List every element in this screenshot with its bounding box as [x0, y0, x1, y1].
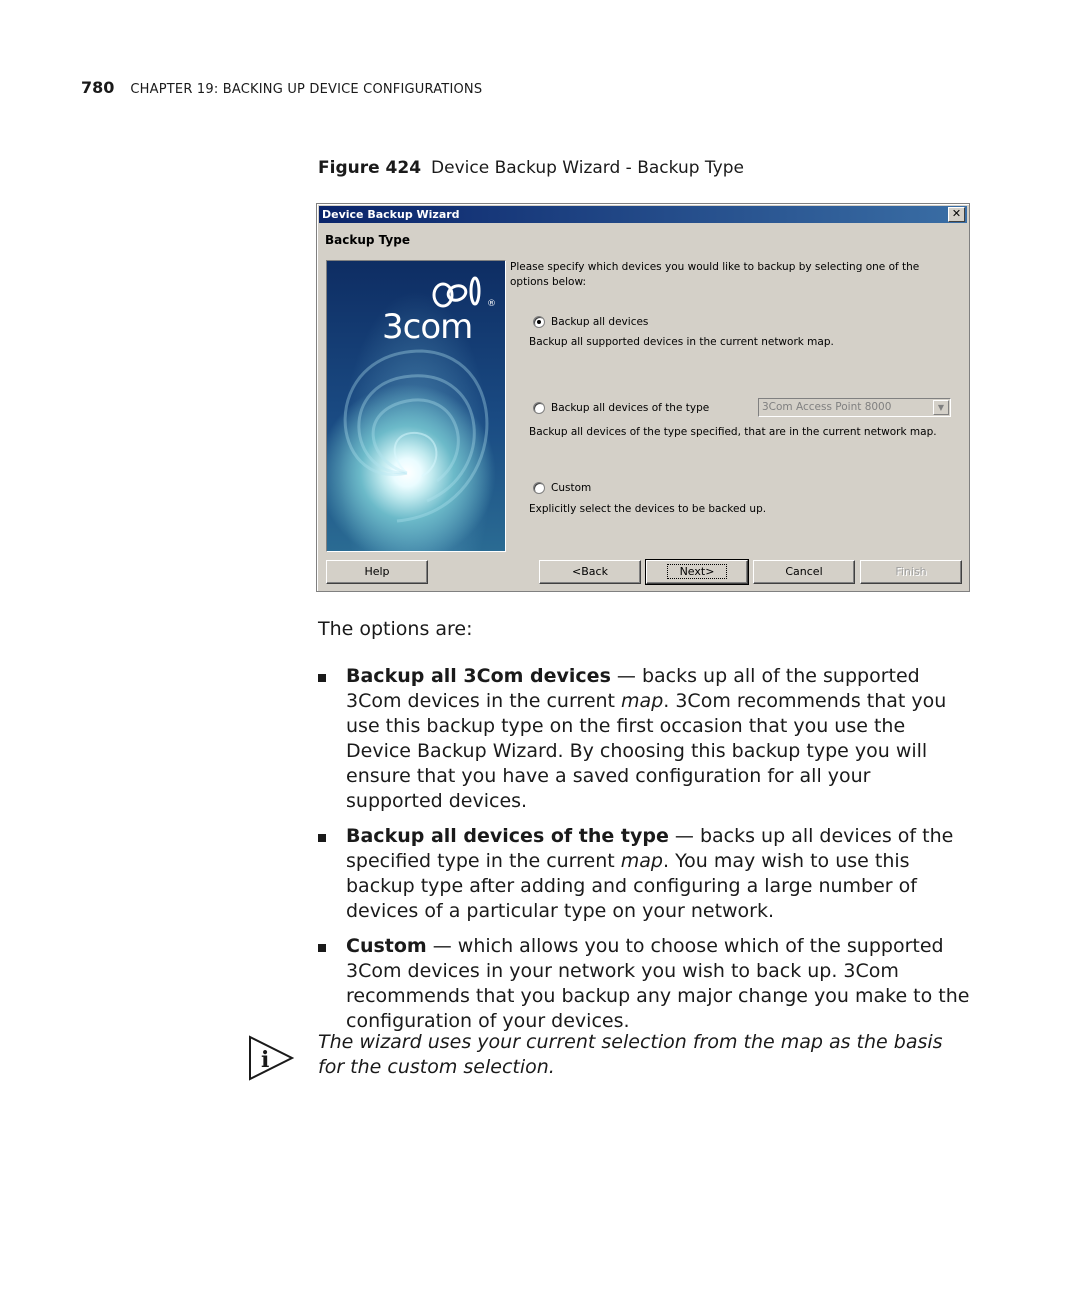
next-button[interactable]	[646, 560, 748, 584]
registered-mark: ®	[487, 299, 496, 309]
option-backup-all-devices-of-type[interactable]	[533, 402, 709, 414]
next-button-label: Next>	[667, 564, 728, 579]
radio-custom[interactable]	[533, 482, 545, 494]
option-label: Custom	[551, 482, 592, 494]
page-header	[81, 78, 482, 97]
bullet-text: — backs up all devices of the specified type in the current	[346, 825, 954, 872]
bullet-text: — backs up all of the supported 3Com devices in the current	[346, 665, 920, 712]
bullet-text: . 3Com recommends that you use this backup type on the first occasion that you use the Device Backup Wizard. By choosing this backup type you will ensure that you have a saved configuration for all your supported devices.	[346, 690, 947, 812]
option-description: Backup all devices of the type specified, that are in the current network map.	[529, 426, 937, 438]
list-item	[318, 824, 970, 924]
wizard-intro-text: Please specify which devices you would like to backup by selecting one of the options below:	[510, 261, 920, 288]
bullet-text: . You may wish to use this backup type after adding and configuring a large number of devices of a particular type on your network.	[346, 850, 917, 922]
bullet-emphasis: map	[621, 690, 664, 712]
page-number: 780	[81, 78, 115, 97]
note-text: The wizard uses your current selection from the map as the basis for the custom selection.	[318, 1031, 943, 1078]
option-description: Backup all supported devices in the current network map.	[529, 336, 834, 348]
dialog-title: Device Backup Wizard	[322, 208, 460, 221]
option-label: Backup all devices	[551, 316, 649, 328]
back-button[interactable]: <Back	[539, 560, 641, 584]
option-backup-all-devices[interactable]	[533, 316, 648, 328]
close-icon[interactable]: ✕	[948, 207, 965, 222]
help-button[interactable]: Help	[326, 560, 428, 584]
info-letter: i	[261, 1047, 270, 1073]
chevron-down-icon[interactable]: ▼	[933, 400, 949, 415]
options-list	[318, 664, 970, 1044]
radio-backup-all-devices[interactable]	[533, 316, 545, 328]
device-type-select[interactable]	[758, 398, 951, 417]
chapter-title: CHAPTER 19: BACKING UP DEVICE CONFIGURATIONS	[130, 82, 483, 97]
radio-backup-by-type[interactable]	[533, 402, 545, 414]
bullet-term: Custom	[346, 935, 427, 957]
option-label: Backup all devices of the type	[551, 402, 710, 414]
options-intro: The options are:	[318, 618, 473, 640]
bullet-emphasis: map	[620, 850, 663, 872]
figure-caption	[318, 158, 744, 178]
info-note-icon	[248, 1035, 294, 1081]
option-description: Explicitly select the devices to be backed up.	[529, 503, 767, 515]
dialog-titlebar	[319, 206, 967, 223]
option-custom[interactable]	[533, 482, 591, 494]
figure-title: Device Backup Wizard - Backup Type	[431, 158, 744, 178]
finish-button: Finish	[860, 560, 962, 584]
cancel-button[interactable]: Cancel	[753, 560, 855, 584]
device-type-value: 3Com Access Point 8000	[762, 401, 892, 413]
bullet-text: — which allows you to choose which of the supported 3Com devices in your network you wish to back up. 3Com recommends that you backup any major change you make to the configuration of your devices.	[346, 935, 970, 1032]
step-title: Backup Type	[325, 233, 410, 247]
device-backup-wizard-dialog	[316, 203, 970, 592]
3com-logo-text: 3com	[382, 307, 473, 347]
wizard-side-image	[326, 260, 506, 552]
bullet-term: Backup all 3Com devices	[346, 665, 611, 687]
list-item	[318, 664, 970, 814]
bullet-term: Backup all devices of the type	[346, 825, 669, 847]
list-item	[318, 934, 970, 1034]
figure-label: Figure 424	[318, 158, 422, 178]
